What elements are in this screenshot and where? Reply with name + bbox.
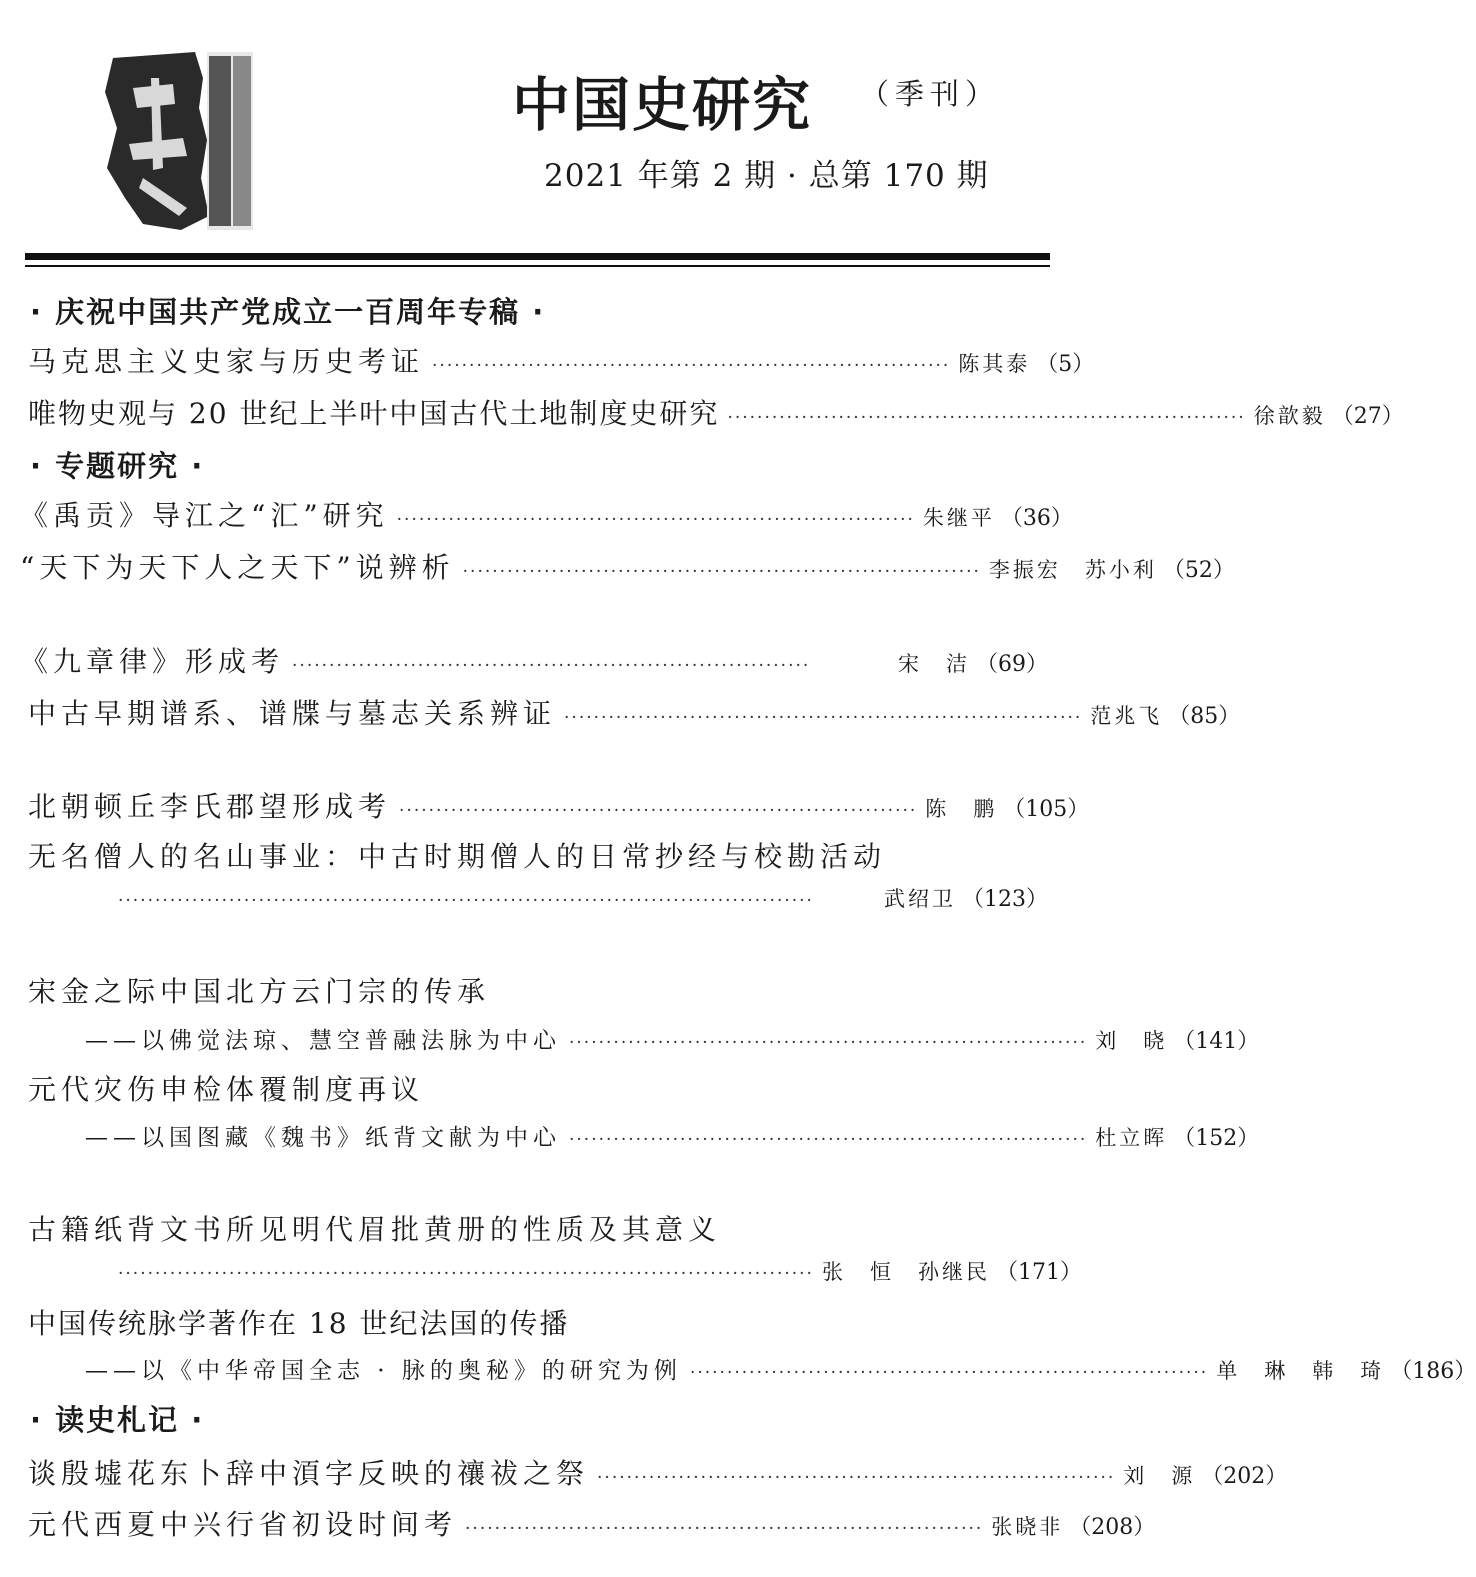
section-heading-centennial: · 庆祝中国共产党成立一百周年专稿 ·: [30, 295, 546, 329]
entry-author: 陈其泰: [958, 352, 1031, 376]
entry-title: 《九章律》形成考: [20, 645, 285, 678]
entry-page: （152）: [1173, 1126, 1260, 1151]
leader-dots: ······························································································: [118, 1264, 814, 1284]
entry-page: （85）: [1168, 704, 1241, 729]
entry-page: （208）: [1069, 1515, 1156, 1540]
entry-author: 张 恒 孙继民: [821, 1260, 990, 1284]
entry-author: 刘 源: [1123, 1464, 1196, 1488]
toc-entry[interactable]: [28, 340, 1095, 380]
entry-title: 中国传统脉学著作在 18 世纪法国的传播: [28, 1307, 570, 1340]
leader-dots: ······································································: [564, 708, 1083, 728]
entry-subtitle: ——以佛觉法琼、慧空普融法脉为中心: [85, 1028, 561, 1054]
entry-page: （202）: [1201, 1464, 1288, 1489]
entry-title: 无名僧人的名山事业：中古时期僧人的日常抄经与校勘活动: [28, 840, 887, 873]
entry-author: 武绍卫: [884, 887, 956, 911]
section-heading-special-research: · 专题研究 ·: [30, 449, 205, 483]
entry-subtitle: ——以国图藏《魏书》纸背文献为中心: [85, 1125, 561, 1151]
leader-dots: ······································································: [465, 1519, 984, 1539]
toc-entry-leader-line: [118, 1255, 1082, 1286]
leader-dots: ······································································: [462, 562, 981, 582]
entry-author: 徐歆毅: [1253, 404, 1326, 428]
entry-page: （123）: [962, 887, 1048, 912]
entry-title: 古籍纸背文书所见明代眉批黄册的性质及其意义: [28, 1213, 722, 1246]
leader-dots: ······································································: [727, 408, 1246, 428]
leader-dots: ······································································: [292, 656, 811, 676]
leader-dots: ······································································: [432, 356, 951, 376]
toc-entry[interactable]: [20, 546, 1235, 586]
leader-dots: ······································································: [597, 1468, 1116, 1488]
entry-title: 宋金之际中国北方云门宗的传承: [28, 975, 491, 1008]
entry-author: 刘 晓: [1095, 1029, 1168, 1053]
leader-dots: ······································································: [399, 801, 918, 821]
header-rule-thick: [25, 253, 1050, 260]
toc-entry-subtitle-line: [85, 1022, 1260, 1055]
entry-title: 《禹贡》导江之“汇”研究: [20, 499, 389, 532]
leader-dots: ······································································: [569, 1130, 1088, 1150]
entry-title: 谈殷墟花东卜辞中湏字反映的禳祓之祭: [28, 1457, 590, 1490]
leader-dots: ······························································································: [118, 891, 814, 911]
toc-entry-title-line[interactable]: [28, 1208, 1048, 1248]
entry-author: 杜立晖: [1095, 1126, 1168, 1150]
leader-dots: ······································································: [396, 510, 915, 530]
toc-entry[interactable]: [28, 1452, 1288, 1492]
toc-entry-leader-line: [118, 882, 1048, 913]
entry-title: 马克思主义史家与历史考证: [28, 345, 425, 378]
entry-title: “天下为天下人之天下”说辨析: [20, 551, 455, 584]
journal-frequency: （季刊）: [860, 77, 1001, 111]
entry-page: （69）: [976, 652, 1048, 677]
toc-entry-subtitle-line: [85, 1119, 1260, 1152]
institute-logo: [103, 48, 255, 234]
entry-author: 陈 鹏: [925, 797, 998, 821]
issue-number: 2021 年第 2 期 · 总第 170 期: [544, 158, 989, 194]
leader-dots: ······································································: [569, 1033, 1088, 1053]
entry-page: （36）: [1000, 506, 1073, 531]
toc-entry-title-line[interactable]: [28, 1068, 1048, 1108]
entry-title: 元代西夏中兴行省初设时间考: [28, 1508, 458, 1541]
entry-author: 范兆飞: [1090, 704, 1163, 728]
entry-page: （171）: [995, 1260, 1082, 1285]
institute-seal-icon: [103, 48, 255, 234]
toc-entry[interactable]: [28, 785, 1090, 825]
toc-entry-subtitle-line: [85, 1352, 1476, 1385]
section-heading-reading-notes: · 读史札记 ·: [30, 1403, 205, 1437]
entry-author: 宋 洁: [898, 652, 970, 676]
toc-entry[interactable]: [20, 494, 1073, 534]
entry-page: （186）: [1390, 1359, 1476, 1384]
leader-dots: ······································································: [689, 1363, 1209, 1383]
journal-title: 中国史研究: [512, 71, 813, 139]
header-rule-thin: [25, 265, 1050, 267]
toc-entry[interactable]: [20, 640, 1048, 680]
entry-subtitle: ——以《中华帝国全志 · 脉的奥秘》的研究为例: [85, 1358, 682, 1384]
toc-entry[interactable]: [28, 392, 1404, 432]
entry-page: （27）: [1331, 404, 1404, 429]
entry-title: 北朝顿丘李氏郡望形成考: [28, 790, 392, 823]
toc-entry-title-line[interactable]: [28, 1302, 1048, 1342]
entry-author: 张晓非: [991, 1515, 1064, 1539]
entry-page: （5）: [1036, 352, 1095, 377]
toc-entry-title-line[interactable]: [28, 970, 1048, 1010]
entry-page: （141）: [1173, 1029, 1260, 1054]
entry-author: 朱继平: [922, 506, 995, 530]
entry-title: 元代灾伤申检体覆制度再议: [28, 1073, 425, 1106]
entry-author: 李振宏 苏小利: [988, 558, 1157, 582]
entry-title: 中古早期谱系、谱牒与墓志关系辨证: [28, 697, 557, 730]
toc-entry[interactable]: [28, 1503, 1156, 1543]
entry-page: （52）: [1162, 558, 1235, 583]
toc-entry[interactable]: [28, 692, 1241, 732]
entry-title: 唯物史观与 20 世纪上半叶中国古代土地制度史研究: [28, 397, 720, 430]
entry-page: （105）: [1003, 797, 1090, 822]
toc-entry-title-line[interactable]: [28, 835, 1048, 875]
entry-author: 单 琳 韩 琦: [1216, 1359, 1385, 1383]
